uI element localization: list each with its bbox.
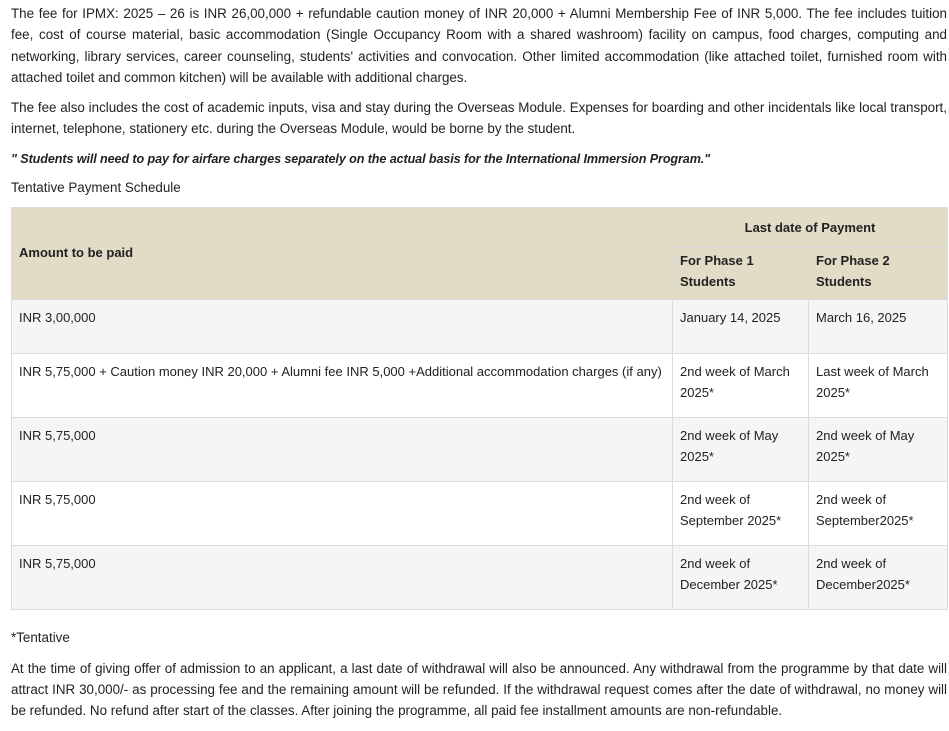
last-date-header: Last date of Payment xyxy=(673,208,948,248)
phase1-date-cell: 2nd week of May 2025* xyxy=(673,418,809,482)
amount-cell: INR 5,75,000 + Caution money INR 20,000 + Alumni fee INR 5,000 +Additional accommodation charges (if any) xyxy=(12,354,673,418)
amount-cell: INR 5,75,000 xyxy=(12,546,673,610)
table-row xyxy=(12,482,948,546)
phase1-header: For Phase 1 Students xyxy=(673,247,809,299)
table-row xyxy=(12,354,948,418)
phase2-date-cell: 2nd week of September2025* xyxy=(809,482,948,546)
phase1-date-cell: 2nd week of September 2025* xyxy=(673,482,809,546)
phase2-date-cell: 2nd week of May 2025* xyxy=(809,418,948,482)
fee-content xyxy=(11,3,947,722)
phase2-header: For Phase 2 Students xyxy=(809,247,948,299)
amount-cell: INR 3,00,000 xyxy=(12,300,673,354)
phase1-date-cell: 2nd week of March 2025* xyxy=(673,354,809,418)
airfare-note: " Students will need to pay for airfare charges separately on the actual basis for the International Immersion Program." xyxy=(11,151,711,166)
table-row xyxy=(12,300,948,354)
withdrawal-paragraph: At the time of giving offer of admission to an applicant, a last date of withdrawal will also be announced. Any withdrawal from the programme by that date will attract INR 30,000/- as processing fee and the remaining amount will be refunded. If the withdrawal request comes after the date of withdrawal, no money will be refunded. No refund after start of the classes. After joining the programme, all paid fee installment amounts are non-refundable. xyxy=(11,660,947,719)
table-row xyxy=(12,418,948,482)
phase1-date-cell: January 14, 2025 xyxy=(673,300,809,354)
schedule-title: Tentative Payment Schedule xyxy=(11,180,181,196)
fee-paragraph: The fee for IPMX: 2025 – 26 is INR 26,00,000 + refundable caution money of INR 20,000 + Alumni Membership Fee of INR 5,000. The fee includes tuition fee, cost of course material, basic accommodation (Single Occupancy Room with a shared washroom) facility on campus, food charges, computing and networking, library services, career counseling, students' activities and convocation. Other limited accommodation (like attached toilet, furnished room with attached toilet and common kitchen) will be available with additional charges. xyxy=(11,6,947,85)
amount-header: Amount to be paid xyxy=(12,208,673,300)
amount-cell: INR 5,75,000 xyxy=(12,482,673,546)
payment-schedule-table xyxy=(11,207,948,610)
phase1-date-cell: 2nd week of December 2025* xyxy=(673,546,809,610)
phase2-date-cell: March 16, 2025 xyxy=(809,300,948,354)
tentative-footnote: *Tentative xyxy=(11,630,70,646)
phase2-date-cell: Last week of March 2025* xyxy=(809,354,948,418)
phase2-date-cell: 2nd week of December2025* xyxy=(809,546,948,610)
table-row xyxy=(12,546,948,610)
overseas-paragraph: The fee also includes the cost of academic inputs, visa and stay during the Overseas Module. Expenses for boarding and other incidentals like local transport, internet, telephone, stationery etc. during the Overseas Module, would be borne by the student. xyxy=(11,100,947,137)
amount-cell: INR 5,75,000 xyxy=(12,418,673,482)
